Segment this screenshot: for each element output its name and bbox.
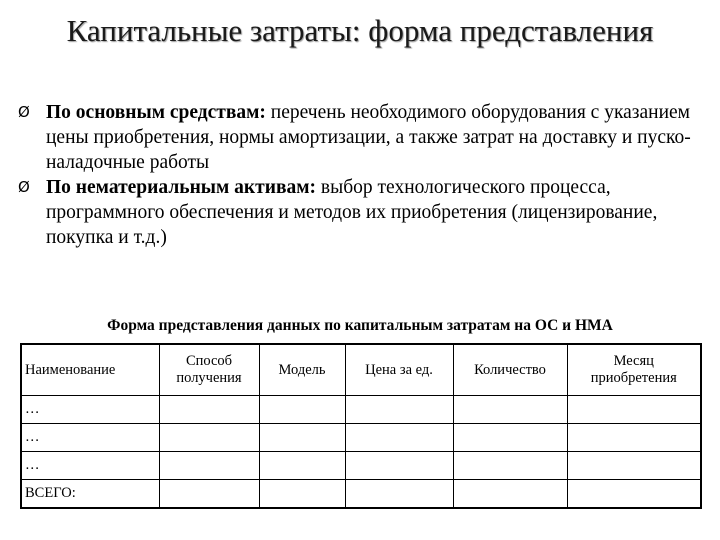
table-cell [345,396,453,424]
table-cell [159,452,259,480]
column-header-unit-price: Цена за ед. [345,344,453,396]
capital-costs-table [20,343,702,509]
table-cell [453,452,567,480]
bullet-item-fixed-assets [18,100,708,175]
bullet-text: выбор технологического процесса, программного обеспечения и методов их приобретения (лицензирование, покупка и т.д.) [46,177,658,248]
table-cell [159,424,259,452]
table-cell [159,480,259,509]
table-cell [567,424,701,452]
table-cell [259,480,345,509]
column-header-quantity: Количество [453,344,567,396]
slide-title: Капитальные затраты: форма представления [66,13,654,48]
table-cell [259,424,345,452]
table-cell [453,396,567,424]
arrow-bullet-icon: Ø [18,103,30,121]
table-cell [345,452,453,480]
bullet-term: По нематериальным активам: [46,177,317,198]
row-label: … [21,452,159,480]
table-cell [567,452,701,480]
bullet-list [18,100,708,250]
column-header-name: Наименование [21,344,159,396]
table-cell [259,452,345,480]
table-row [21,396,701,424]
table-row [21,452,701,480]
table-total-row [21,480,701,509]
bullet-item-intangible-assets [18,175,708,250]
table-cell [567,480,701,509]
table-cell [453,424,567,452]
table-caption: Форма представления данных по капитальным затратам на ОС и НМА [107,317,613,334]
column-header-method: Способ получения [159,344,259,396]
table-row [21,424,701,452]
row-label: … [21,424,159,452]
column-header-model: Модель [259,344,345,396]
table-cell [159,396,259,424]
table-header-row [21,344,701,396]
table-cell [567,396,701,424]
total-label: ВСЕГО: [21,480,159,509]
arrow-bullet-icon: Ø [18,178,30,196]
column-header-month: Месяц приобретения [567,344,701,396]
bullet-text: перечень необходимого оборудования с указанием цены приобретения, нормы амортизации, а также затрат на доставку и пуско-наладочные работы [46,102,691,173]
table-cell [453,480,567,509]
table-cell [345,480,453,509]
table-cell [345,424,453,452]
row-label: … [21,396,159,424]
table-cell [259,396,345,424]
bullet-term: По основным средствам: [46,102,266,123]
